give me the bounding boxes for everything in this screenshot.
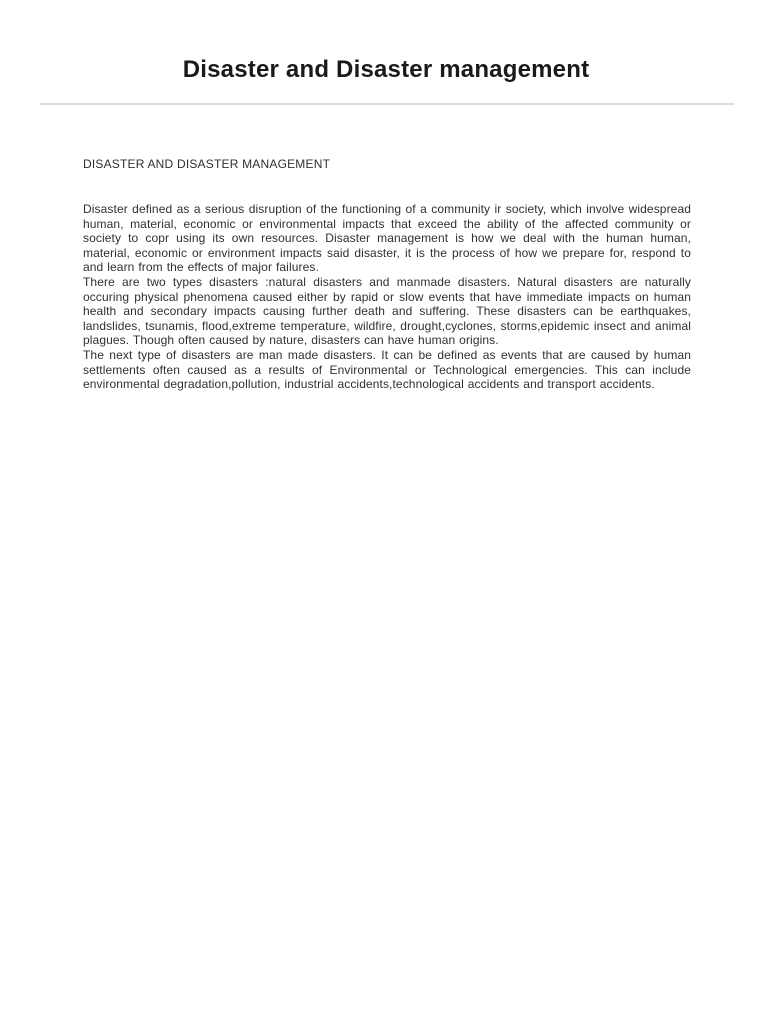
document-body xyxy=(83,202,691,392)
document-heading: DISASTER AND DISASTER MANAGEMENT xyxy=(83,157,331,171)
paragraph-disaster-definition: Disaster defined as a serious disruption of the functioning of a community ir society, which involve widespread human, material, economic or environmental impacts that exceed the ability of the affected community or society to copr using its own resources. Disaster management is how we deal with the human human, material, economic or environment impacts said disaster, it is the process of how we prepare for, respond to and learn from the effects of major failures. xyxy=(83,202,691,275)
title-divider xyxy=(40,103,734,105)
paragraph-natural-disasters: There are two types disasters :natural disasters and manmade disasters. Natural disasters are naturally occuring physical phenomena caused either by rapid or slow events that have immediate impacts on human health and secondary impacts causing further death and suffering. These disasters can be earthquakes, landslides, tsunamis, flood,extreme temperature, wildfire, drought,cyclones, storms,epidemic insect and animal plagues. Though often caused by nature, disasters can have human origins. xyxy=(83,274,691,348)
paragraph-manmade-disasters: The next type of disasters are man made disasters. It can be defined as events that are caused by human settlements often caused as a results of Environmental or Technological emergencies. This can include environmental degradation,pollution, industrial accidents,technological accidents and transport accidents. xyxy=(83,347,691,392)
document-title: Disaster and Disaster management xyxy=(182,56,590,83)
